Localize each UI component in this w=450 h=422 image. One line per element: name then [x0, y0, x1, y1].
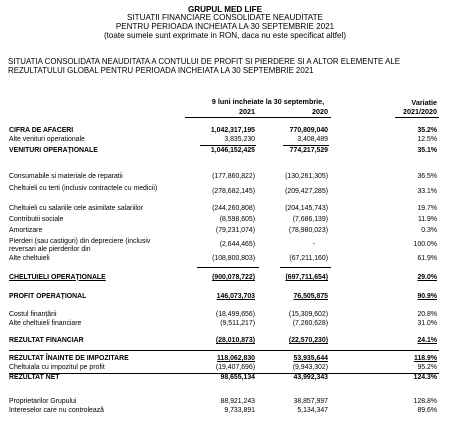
row-label: Alte venituri operationale — [9, 136, 85, 143]
table-row — [0, 172, 450, 182]
table-row — [0, 204, 450, 214]
table-row — [0, 215, 450, 225]
table-row — [0, 237, 450, 255]
table-row — [0, 226, 450, 236]
value-2020: (78,980,023) — [288, 227, 328, 234]
table-row — [0, 146, 450, 156]
value-2020: 76,505,875 — [293, 293, 328, 300]
value-2020: 5,134,347 — [297, 407, 328, 414]
value-2021: (8,598,605) — [219, 216, 255, 223]
value-2020: - — [312, 241, 315, 248]
value-variation: 20.8% — [417, 311, 437, 318]
value-2021: (278,682,145) — [212, 188, 255, 195]
table-row — [0, 406, 450, 416]
value-2020: 770,809,040 — [289, 127, 328, 134]
value-variation: 36.5% — [417, 173, 437, 180]
row-label: PROFIT OPERAȚIONAL — [9, 293, 87, 300]
value-variation: 128.8% — [413, 398, 437, 405]
value-variation: 33.1% — [417, 188, 437, 195]
value-2021: 88,921,243 — [220, 398, 255, 405]
row-label: CHELTUIELI OPERAȚIONALE — [9, 274, 106, 281]
value-variation: 24.1% — [417, 337, 437, 344]
value-2021: (28,010,873) — [215, 337, 255, 344]
value-2021: (18,499,656) — [215, 311, 255, 318]
value-2020: 53,935,644 — [293, 355, 328, 362]
variation-header: Variatie — [411, 98, 437, 107]
value-variation: 35.1% — [417, 147, 437, 154]
value-2021: (19,407,696) — [215, 364, 255, 371]
header-underline-years — [185, 117, 331, 118]
row-label: Consumabile si materiale de reparatii — [9, 173, 123, 180]
value-variation: 124.3% — [413, 374, 437, 381]
row-label: Alte cheltuieli financiare — [9, 320, 82, 327]
value-2021: 118,062,830 — [217, 355, 255, 362]
table-row — [0, 184, 450, 202]
value-2021: 3,835,230 — [224, 136, 255, 143]
value-2021: 146,073,703 — [216, 293, 255, 300]
table-row — [0, 336, 450, 346]
company-name: GRUPUL MED LIFE — [187, 5, 263, 14]
value-2020: (130,261,305) — [285, 173, 328, 180]
table-row — [0, 135, 450, 145]
table-row — [0, 292, 450, 302]
value-2020: 43,992,343 — [293, 374, 328, 381]
value-2020: (22,570,230) — [288, 337, 328, 344]
value-variation: 100.0% — [413, 241, 437, 248]
value-variation: 61.9% — [417, 255, 437, 262]
value-2020: (7,260,628) — [292, 320, 328, 327]
value-2020: (9,943,302) — [292, 364, 328, 371]
value-2020: (7,686,139) — [292, 216, 328, 223]
value-variation: 35.2% — [417, 127, 437, 134]
value-variation: 29.0% — [417, 274, 437, 281]
value-2020: 38,857,997 — [293, 398, 328, 405]
table-row — [0, 254, 450, 264]
row-label: Cheltuieli cu terti (inclusiv contractele cu medicii) — [9, 185, 158, 192]
section-title-line-2: REZULTATULUI GLOBAL PENTRU PERIOADA INCHEIATA LA 30 SEPTEMBRIE 2021 — [8, 66, 314, 75]
report-title: SITUATII FINANCIARE CONSOLIDATE NEAUDITATE — [127, 13, 323, 22]
value-2020: (15,309,602) — [288, 311, 328, 318]
row-label: Cheltuieli cu salariile cele asimilate salariilor — [9, 205, 144, 212]
value-variation: 90.9% — [417, 293, 437, 300]
row-label: REZULTAT NET — [9, 374, 60, 381]
value-2021: 98,655,134 — [220, 374, 255, 381]
value-2020: 774,217,529 — [289, 147, 328, 154]
value-variation: 118.9% — [414, 355, 437, 362]
year-2020-header: 2020 — [312, 107, 328, 116]
value-2020: (204,145,743) — [285, 205, 328, 212]
value-2021: 9,733,891 — [224, 407, 255, 414]
value-variation: 95.2% — [417, 364, 437, 371]
subtotal-line — [197, 267, 259, 268]
value-variation: 31.0% — [417, 320, 437, 327]
value-variation: 11.9% — [417, 216, 437, 223]
row-label: VENITURI OPERAȚIONALE — [9, 147, 98, 154]
value-2021: (244,260,808) — [212, 205, 255, 212]
value-variation: 89.6% — [417, 407, 437, 414]
report-currency-note: (toate sumele sunt exprimate in RON, daca nu este specificat altfel) — [103, 31, 347, 40]
row-label: REZULTAT ÎNAINTE DE IMPOZITARE — [9, 355, 129, 362]
table-row — [0, 363, 450, 373]
row-label: Cheltuiala cu impozitul pe profit — [9, 364, 105, 371]
row-label: Pierderi (sau castiguri) din depreciere (inclusiv reversari ale pierderilor din — [9, 238, 151, 253]
table-row — [0, 273, 450, 283]
value-2021: (108,800,803) — [212, 255, 255, 262]
variation-years-header: 2021/2020 — [403, 107, 437, 116]
row-label: Proprietarilor Grupului — [9, 398, 77, 405]
value-variation: 19.7% — [417, 205, 437, 212]
row-label: Contributii sociale — [9, 216, 64, 223]
row-label: CIFRA DE AFACERI — [9, 127, 74, 134]
period-header: 9 luni incheiate la 30 septembrie, — [211, 97, 325, 106]
value-2021: (79,231,074) — [215, 227, 255, 234]
section-divider — [9, 350, 439, 351]
value-2020: (67,211,160) — [289, 255, 328, 262]
value-2021: (9,511,217) — [220, 320, 255, 327]
table-row — [0, 373, 450, 383]
value-variation: 12.5% — [417, 136, 437, 143]
row-label: Amortizare — [9, 227, 43, 234]
row-label: REZULTAT FINANCIAR — [9, 337, 84, 344]
value-2021: 1,042,317,195 — [210, 127, 255, 134]
table-row — [0, 319, 450, 329]
value-variation: 0.3% — [421, 227, 437, 234]
row-label: Intereselor care nu controlează — [9, 407, 104, 414]
value-2021: (177,860,822) — [212, 173, 255, 180]
value-2021: (2,644,465) — [219, 241, 255, 248]
report-period: PENTRU PERIOADA INCHEIATA LA 30 SEPTEMBRIE 2021 — [115, 22, 335, 31]
value-2020: (697,711,654) — [285, 274, 328, 281]
value-2021: 1,046,152,425 — [210, 147, 255, 154]
value-2020: (209,427,285) — [285, 188, 328, 195]
row-label: Costul finanțării — [9, 311, 57, 318]
section-title-line-1: SITUATIA CONSOLIDATA NEAUDITATA A CONTULUI DE PROFIT SI PIERDERE SI A ALTOR ELEMENTE ALE — [8, 57, 400, 66]
value-2021: (900,078,722) — [212, 274, 255, 281]
header-underline-variation — [395, 117, 439, 118]
subtotal-line — [280, 267, 331, 268]
row-label: Alte cheltuieli — [9, 255, 50, 262]
value-2020: 3,408,489 — [297, 136, 328, 143]
year-2021-header: 2021 — [239, 107, 255, 116]
